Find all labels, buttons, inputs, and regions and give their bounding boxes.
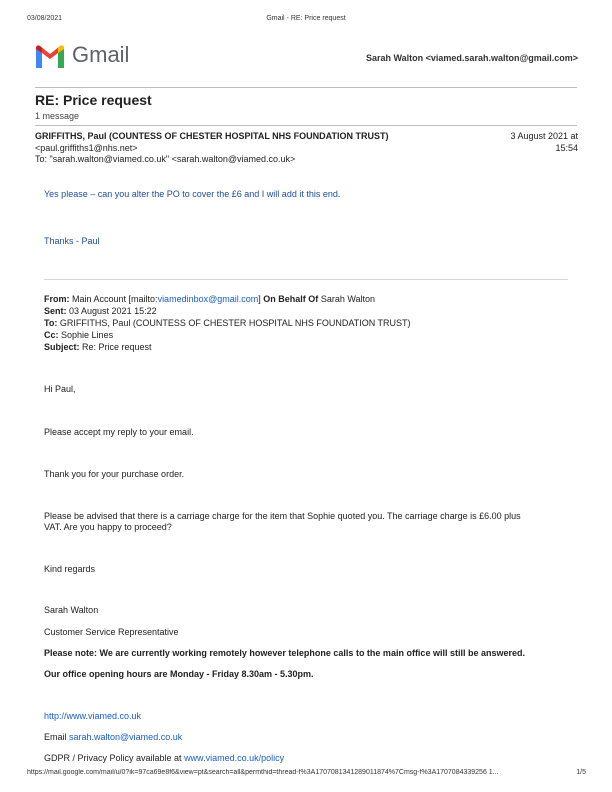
quoted-cc-value: Sophie Lines	[61, 330, 114, 340]
gdpr-link[interactable]: www.viamed.co.uk/policy	[184, 753, 285, 763]
quoted-cc-line	[44, 330, 113, 340]
gmail-logo-icon	[34, 44, 66, 68]
account-label: Sarah Walton <viamed.sarah.walton@gmail.com>	[365, 53, 578, 63]
quoted-from-value: Main Account [mailto:	[72, 294, 158, 304]
signature-email-line	[44, 732, 182, 742]
quoted-from-link[interactable]: viamedinbox@gmail.com	[157, 294, 259, 304]
quoted-behalf-value: Sarah Walton	[320, 294, 376, 304]
quoted-sent-value: 03 August 2021 15:22	[69, 306, 157, 316]
subject-divider	[35, 125, 577, 126]
print-title: Gmail - RE: Price request	[266, 15, 346, 22]
sender-name: GRIFFITHS, Paul (COUNTESS OF CHESTER HOSPITAL NHS FOUNDATION TRUST)	[35, 131, 389, 141]
recipient-line: To: "sarah.walton@viamed.co.uk" <sarah.walton@viamed.co.uk>	[35, 154, 296, 164]
print-footer-url: https://mail.google.com/mail/u/0?ik=97ca69e8f6&view=pt&search=all&permthid=thread-f%3A1707081341289011874%7Cmsg-f%3A1707084339256 1...	[27, 769, 499, 776]
message-date: 3 August 2021 at	[510, 131, 578, 141]
quoted-from-close: ]	[258, 294, 261, 304]
signature-title: Customer Service Representative	[44, 627, 179, 637]
website-link[interactable]: http://www.viamed.co.uk	[44, 711, 142, 721]
thread-subject: RE: Price request	[35, 92, 152, 108]
print-page-number: 1/5	[576, 769, 586, 776]
quoted-subject-value: Re: Price request	[82, 342, 152, 352]
quoted-sent-label: Sent:	[44, 306, 67, 316]
quoted-from-label: From:	[44, 294, 70, 304]
opening-hours: Our office opening hours are Monday - Friday 8.30am - 5.30pm.	[44, 669, 314, 679]
print-date: 03/08/2021	[27, 15, 63, 22]
header-divider	[35, 87, 577, 88]
quoted-to-value: GRIFFITHS, Paul (COUNTESS OF CHESTER HOSPITAL NHS FOUNDATION TRUST)	[59, 318, 411, 328]
quoted-paragraph-3-line-1: Please be advised that there is a carriage charge for the item that Sophie quoted you. The carriage charge is £6.00 plus	[44, 511, 521, 521]
quoted-paragraph-1: Please accept my reply to your email.	[44, 427, 194, 437]
quoted-subject-label: Subject:	[44, 342, 80, 352]
quoted-paragraph-3-line-2: VAT. Are you happy to proceed?	[44, 522, 172, 532]
quoted-to-line	[44, 318, 411, 328]
gdpr-line	[44, 753, 284, 763]
quoted-behalf-label: On Behalf Of	[263, 294, 319, 304]
quoted-closing: Kind regards	[44, 564, 96, 574]
quoted-cc-label: Cc:	[44, 330, 59, 340]
signature-name: Sarah Walton	[44, 605, 99, 615]
signature-email-link[interactable]: sarah.walton@viamed.co.uk	[69, 732, 183, 742]
remote-work-note: Please note: We are currently working remotely however telephone calls to the main office will still be answered.	[44, 648, 525, 658]
reply-line-1: Yes please – can you alter the PO to cover the £6 and I will add it this end.	[44, 189, 341, 199]
quote-divider	[44, 279, 568, 280]
quoted-from-line	[44, 294, 375, 304]
quoted-sent-line	[44, 306, 157, 316]
sender-email: <paul.griffiths1@nhs.net>	[35, 143, 138, 153]
gdpr-label: GDPR / Privacy Policy available at	[44, 753, 185, 763]
reply-line-2: Thanks - Paul	[44, 236, 100, 246]
message-time: 15:54	[555, 143, 578, 153]
signature-email-label: Email	[44, 732, 70, 742]
quoted-paragraph-2: Thank you for your purchase order.	[44, 469, 185, 479]
quoted-subject-line	[44, 342, 152, 352]
gmail-logo-text: Gmail	[72, 42, 130, 67]
message-count: 1 message	[35, 111, 80, 121]
quoted-to-label: To:	[44, 318, 58, 328]
quoted-greeting: Hi Paul,	[44, 384, 76, 394]
